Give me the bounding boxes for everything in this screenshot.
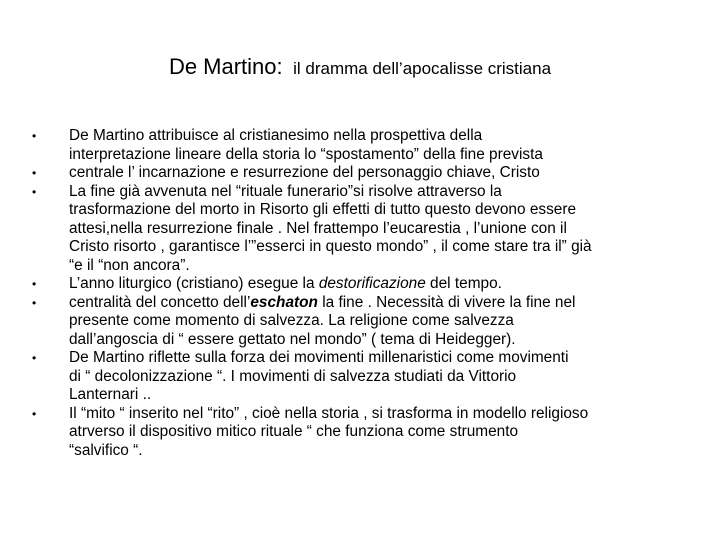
bullet-item [32, 349, 692, 405]
bullet-item [32, 275, 692, 294]
bullet-text [69, 275, 502, 292]
slide-title [0, 54, 720, 80]
bullet-text-segment: L’anno liturgico (cristiano) esegue la [69, 275, 319, 292]
bullet-item [32, 127, 692, 164]
bullet-text-segment: centralità del concetto dell’ [69, 293, 251, 311]
bullet-marker: • [32, 184, 37, 199]
bullet-item [32, 164, 692, 183]
bullet-marker: • [32, 277, 37, 291]
bullet-item [32, 183, 692, 276]
emphasized-term: eschaton [250, 293, 318, 311]
title-main: De Martino: [168, 54, 283, 79]
bullet-text-segment: del tempo. [425, 275, 502, 292]
bullet-marker: • [32, 129, 37, 143]
bullet-text-segment: la fine . Necessità di vivere la fine nel presente come momento di salvezza. La religione come salvezza dall’angoscia di “ essere gettato nel mondo” ( tema di Heidegger). [69, 293, 576, 348]
bullet-marker: • [32, 295, 37, 310]
bullet-list [32, 127, 692, 460]
bullet-text: Il “mito “ inserito nel “rito” , cioè nella storia , si trasforma in modello religioso atrverso il dispositivo mitico rituale “ che funziona come strumento “salvifico “. [69, 404, 589, 459]
bullet-marker: • [32, 406, 37, 421]
bullet-item [32, 405, 692, 461]
bullet-text: De Martino riflette sulla forza dei movimenti millenaristici come movimenti di “ decolonizzazione “. I movimenti di salvezza studiati da Vittorio Lanternari .. [69, 349, 569, 403]
bullet-text [69, 294, 575, 348]
bullet-text: De Martino attribuisce al cristianesimo nella prospettiva della interpretazione lineare della storia lo “spostamento” della fine prevista [69, 127, 543, 163]
bullet-text: centrale l’ incarnazione e resurrezione del personaggio chiave, Cristo [69, 164, 540, 181]
bullet-marker: • [32, 351, 37, 365]
title-subtitle: il dramma dell’apocalisse cristiana [293, 59, 552, 78]
bullet-marker: • [32, 166, 37, 180]
bullet-text: La fine già avvenuta nel “rituale funerario”si risolve attraverso la trasformazione del morto in Risorto gli effetti di tutto questo devono essere attesi,nella resurrezione finale . Nel frattempo l’eucarestia , l’unione con il Cristo risorto , garantisce l’”esserci in questo mondo” , il come stare tra il” già “e il “non ancora”. [69, 182, 592, 274]
emphasized-term: destorificazione [318, 275, 426, 292]
bullet-item [32, 294, 692, 350]
